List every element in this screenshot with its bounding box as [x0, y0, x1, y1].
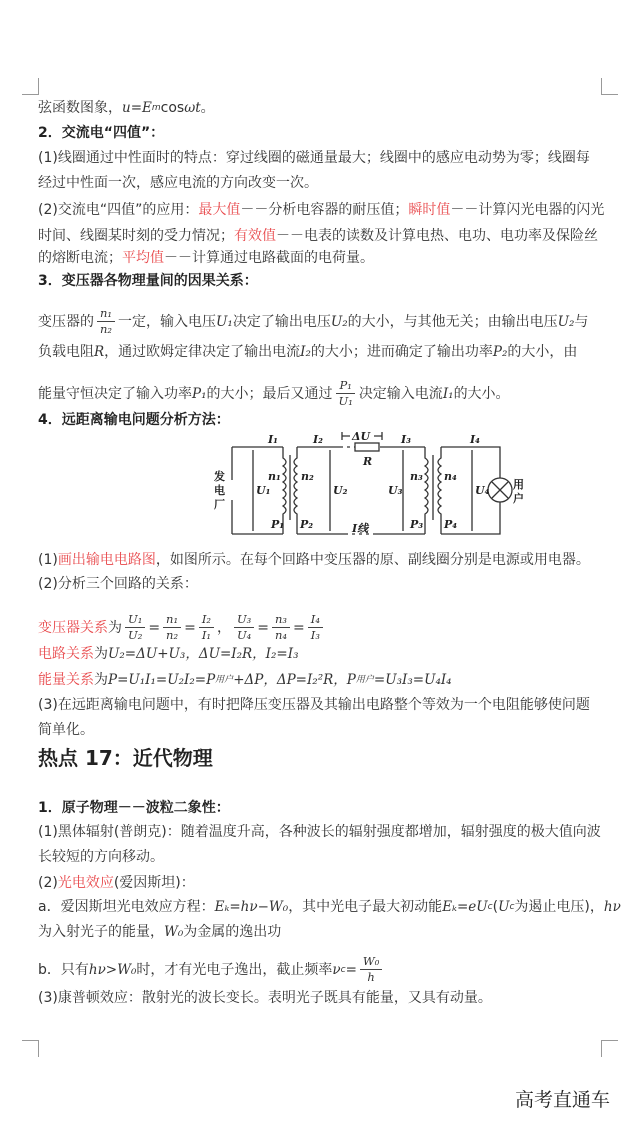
transformer-1-coils	[283, 447, 297, 534]
text: ，通过欧姆定律决定了输出电流	[104, 344, 301, 360]
text-line	[38, 148, 590, 168]
subsection-title	[38, 410, 230, 430]
text: 4．远距离输电问题分析方法：	[38, 412, 230, 428]
text-line	[38, 612, 326, 643]
fraction-denominator: I₁	[201, 628, 211, 642]
text: =	[293, 619, 305, 636]
text: (	[492, 899, 499, 915]
text: (爱因斯坦)：	[113, 875, 195, 891]
label-P2: P₂	[300, 518, 314, 531]
fraction-numerator: W₀	[360, 954, 382, 970]
text: 一定，输入电压	[118, 313, 217, 330]
math-expression: Eₖ=hν−W₀	[214, 899, 289, 915]
text: 决定输入电流	[358, 385, 443, 402]
text-line	[38, 378, 510, 409]
label-plant-2: 电	[214, 484, 225, 497]
text: cos	[160, 100, 185, 116]
label-delta-u: ΔU	[352, 430, 371, 443]
page-corner-mark	[601, 1040, 618, 1057]
math-expression: W₀	[164, 924, 184, 940]
text: －－计算通过电路截面的电荷量。	[164, 250, 374, 266]
page-corner-mark	[22, 1040, 39, 1057]
math-expression: P₁	[192, 385, 207, 402]
fraction-numerator: P₁	[336, 378, 354, 394]
fraction-numerator: U₁	[125, 612, 145, 628]
text: ，其中光电子最大初动能	[288, 899, 443, 915]
math-expression: hν	[603, 899, 621, 915]
text-line	[38, 922, 281, 942]
fraction-denominator: h	[367, 970, 375, 984]
fraction	[97, 306, 115, 337]
math-expression: U₂	[330, 313, 348, 330]
fraction-numerator: n₃	[272, 612, 290, 628]
text-line	[38, 897, 621, 917]
highlighted-term: 电路关系	[38, 646, 94, 662]
subscript: c	[340, 964, 346, 975]
text: =	[148, 619, 161, 636]
fraction	[163, 612, 181, 643]
text-line	[38, 200, 604, 220]
math-expression: +ΔP，ΔP=I₂²R，P	[233, 672, 356, 688]
power-transmission-circuit-diagram	[200, 428, 530, 543]
fraction	[272, 612, 290, 643]
text: 的大小。	[453, 385, 510, 402]
highlighted-term: 画出输电电路图	[57, 552, 156, 568]
text-line	[38, 248, 374, 268]
label-n3: n₃	[410, 470, 423, 483]
label-I-line: I线	[352, 522, 369, 535]
math-expression: P=U₁I₁=U₂I₂=P	[108, 672, 216, 688]
math-expression: U₂	[557, 313, 575, 330]
text: b．只有	[38, 961, 89, 978]
subsection-title	[38, 271, 258, 291]
text: 能量守恒决定了输入功率	[38, 385, 192, 402]
text-line	[38, 822, 601, 842]
text: 为	[94, 672, 108, 688]
text: ，如图所示。在每个回路中变压器的原、副线圈分别是电源或用电器。	[155, 552, 590, 568]
text: 变压器的	[38, 313, 94, 330]
text: －－计算闪光电器的闪光	[450, 202, 605, 218]
text-line	[38, 574, 198, 594]
fraction-denominator: n₂	[100, 322, 113, 336]
math-expression: U₁	[216, 313, 233, 330]
subscript: 用户	[355, 675, 374, 685]
fraction-denominator: I₃	[310, 628, 320, 642]
label-plant-3: 厂	[214, 498, 225, 511]
text-line	[38, 644, 298, 664]
math-expression: U₂=ΔU+U₃，ΔU=I₂R，I₂=I₃	[108, 646, 299, 662]
text-line	[38, 550, 590, 570]
text: (2)分析三个回路的关系：	[38, 576, 198, 592]
text: 的大小；进而确定了输出功率	[310, 344, 493, 360]
text: 时间、线圈某时刻的受力情况；	[38, 228, 234, 244]
text: 3．变压器各物理量间的因果关系：	[38, 273, 258, 289]
fraction	[308, 612, 323, 643]
text: －－分析电容器的耐压值；	[240, 202, 409, 218]
label-n1: n₁	[268, 470, 281, 483]
text: 为金属的逸出功	[183, 924, 282, 940]
math-expression: I₁	[442, 385, 454, 402]
fraction	[336, 378, 356, 409]
fraction-denominator: U₂	[128, 628, 143, 642]
text-line	[38, 306, 588, 337]
label-user-2: 户	[513, 492, 524, 505]
text: (3)在远距离输电问题中，有时把降压变压器及其输出电路整个等效为一个电阻能够使问题	[38, 697, 590, 713]
label-U1: U₁	[256, 484, 271, 497]
text: =	[184, 619, 196, 636]
label-P3: P₃	[410, 518, 424, 531]
label-U3: U₃	[388, 484, 403, 497]
text: =	[257, 619, 270, 636]
fraction	[199, 612, 214, 643]
text: 的大小，与其他无关；由输出电压	[347, 313, 558, 330]
text-line	[38, 226, 598, 246]
text-line	[38, 173, 318, 193]
text-line	[38, 342, 577, 362]
highlighted-term: 有效值	[234, 228, 276, 244]
text-line	[38, 988, 492, 1008]
text-line	[38, 847, 164, 867]
text: 的大小，由	[507, 344, 578, 360]
math-expression: u=E	[122, 100, 152, 116]
text: (2)	[38, 875, 58, 891]
subscript: c	[509, 902, 515, 912]
text: 热点 17：近代物理	[38, 746, 213, 770]
label-U2: U₂	[333, 484, 348, 497]
math-expression: =U₃I₃=U₄I₄	[373, 672, 452, 688]
text: 负载电阻	[38, 344, 94, 360]
label-I4: I₄	[470, 433, 480, 446]
fraction-denominator: U₄	[236, 628, 252, 642]
math-expression: R	[94, 344, 105, 360]
subscript: m	[151, 103, 161, 113]
fraction-denominator: U₁	[338, 394, 353, 408]
label-plant-1: 发	[214, 470, 225, 483]
subsection-title	[38, 798, 230, 818]
text-line	[38, 873, 195, 893]
text: 1．原子物理－－波粒二象性：	[38, 800, 230, 816]
text-line	[38, 695, 590, 715]
text-line	[38, 720, 94, 740]
page-corner-mark	[22, 78, 39, 95]
fraction-denominator: n₄	[275, 628, 288, 642]
text: (1)线圈通过中性面时的特点：穿过线圈的磁通量最大；线圈中的感应电动势为零；线圈每	[38, 150, 590, 166]
text-line	[38, 670, 452, 690]
fraction	[125, 612, 145, 643]
math-expression: Eₖ=eU	[442, 899, 488, 915]
math-expression: ωt	[184, 100, 201, 116]
highlighted-term: 光电效应	[57, 875, 114, 891]
subscript: 用户	[215, 675, 234, 685]
text: 2．交流电“四值”：	[38, 125, 165, 141]
subscript: c	[487, 902, 493, 912]
text: 为	[108, 619, 122, 636]
text: (1)黑体辐射(普朗克)：随着温度升高，各种波长的辐射强度都增加，辐射强度的极大值向波	[38, 824, 601, 840]
text-line	[38, 98, 215, 118]
text: 经过中性面一次，感应电流的方向改变一次。	[38, 175, 318, 191]
text: 与	[574, 313, 589, 330]
text: a．爱因斯坦光电效应方程：	[38, 899, 215, 915]
text: －－电表的读数及计算电热、电功、电功率及保险丝	[276, 228, 598, 244]
fraction	[360, 954, 382, 985]
text: 的熔断电流；	[38, 250, 122, 266]
fraction	[234, 612, 254, 643]
label-n4: n₄	[444, 470, 457, 483]
resistor	[355, 443, 379, 451]
highlighted-term: 变压器关系	[38, 619, 108, 636]
math-expression: P₂	[492, 344, 508, 360]
text: 的大小；最后又通过	[206, 385, 333, 402]
page-corner-mark	[601, 78, 618, 95]
label-P1: P₁	[271, 518, 285, 531]
text: 简单化。	[38, 722, 94, 738]
label-n2: n₂	[301, 470, 314, 483]
fraction-denominator: n₂	[166, 628, 179, 642]
text: 。	[200, 100, 215, 116]
watermark: 高考直通车	[514, 1089, 610, 1111]
label-U4: U₄	[475, 484, 490, 497]
text: (3)康普顿效应：散射光的波长变长。表明光子既具有能量，又具有动量。	[38, 990, 492, 1006]
math-expression: =	[345, 961, 357, 978]
subsection-title	[38, 123, 164, 143]
math-expression: U	[498, 899, 510, 915]
highlighted-term: 平均值	[122, 250, 164, 266]
text-line	[38, 954, 385, 985]
fraction-numerator: I₂	[199, 612, 214, 628]
text: 为	[94, 646, 108, 662]
fraction-numerator: I₄	[308, 612, 323, 628]
highlighted-term: 最大值	[198, 202, 241, 218]
fraction-numerator: n₁	[97, 306, 115, 322]
math-expression: hν>W₀	[88, 961, 137, 978]
fraction-numerator: U₃	[234, 612, 254, 628]
label-R: R	[363, 455, 373, 468]
text: 决定了输出电压	[232, 313, 331, 330]
section-heading	[38, 744, 213, 772]
label-I2: I₂	[313, 433, 323, 446]
text: 为遏止电压)，	[514, 899, 604, 915]
text: 长较短的方向移动。	[38, 849, 164, 865]
label-user-1: 用	[513, 478, 524, 491]
fraction-numerator: n₁	[163, 612, 181, 628]
text: (2)交流电“四值”的应用：	[38, 202, 199, 218]
text: 时，才有光电子逸出，截止频率	[136, 961, 333, 978]
highlighted-term: 能量关系	[38, 672, 94, 688]
math-expression: I₂	[300, 344, 311, 360]
text: 弦函数图象，	[38, 100, 122, 116]
text: (1)	[38, 552, 58, 568]
label-P4: P₄	[444, 518, 458, 531]
math-expression: ν	[332, 961, 341, 978]
label-I1: I₁	[268, 433, 278, 446]
text: ，	[216, 619, 231, 636]
label-I3: I₃	[401, 433, 411, 446]
highlighted-term: 瞬时值	[408, 202, 451, 218]
text: 为入射光子的能量，	[38, 924, 164, 940]
